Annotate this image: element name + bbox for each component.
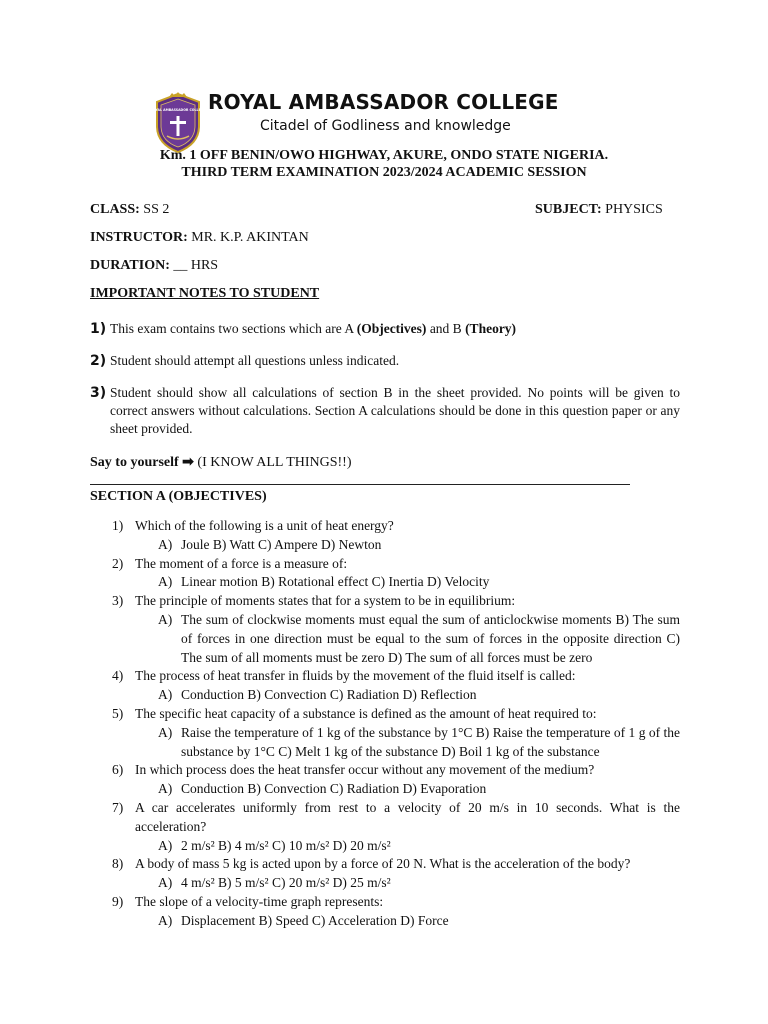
class-value: SS 2 <box>143 202 170 217</box>
question <box>90 667 680 686</box>
question <box>90 705 680 724</box>
note-text: Student should attempt all questions unless indicated. <box>110 353 400 368</box>
option-letter: A) <box>158 687 173 703</box>
subject-line <box>535 202 663 218</box>
question <box>90 517 680 536</box>
question <box>90 855 680 874</box>
question-options <box>90 686 680 705</box>
question-number: 5) <box>112 705 124 721</box>
option-letter: A) <box>158 912 173 928</box>
question-text: The specific heat capacity of a substance is defined as the amount of heat required to: <box>135 705 597 721</box>
question-text: The principle of moments states that for a system to be in equilibrium: <box>135 593 516 609</box>
option-letter: A) <box>158 574 173 590</box>
question-options <box>90 573 680 592</box>
question <box>90 761 680 780</box>
divider <box>90 484 630 485</box>
question <box>90 799 680 837</box>
arrow-icon: ➡ <box>182 455 194 470</box>
question-number: 6) <box>112 762 124 778</box>
crest-lettering: ROYAL AMBASSADOR COLLEGE <box>150 108 206 112</box>
say-text: (I KNOW ALL THINGS!!) <box>193 455 352 470</box>
class-label: CLASS: <box>90 202 140 217</box>
question-options <box>90 536 680 555</box>
question-list <box>90 517 680 931</box>
note-text: Student should show all calculations of section B in the sheet provided. No points will be given to correct answers without calculations. Section A calculations should be done in this question paper or any sheet provided. <box>110 385 680 436</box>
question-options <box>90 912 680 931</box>
question-text: A body of mass 5 kg is acted upon by a force of 20 N. What is the acceleration of the body? <box>135 856 631 872</box>
options-text: 2 m/s² B) 4 m/s² C) 10 m/s² D) 20 m/s² <box>181 837 391 853</box>
question-text: The process of heat transfer in fluids by the movement of the fluid itself is called: <box>135 668 576 684</box>
question-number: 7) <box>112 799 124 815</box>
option-letter: A) <box>158 611 173 627</box>
note-item <box>90 384 680 438</box>
question-text: A car accelerates uniformly from rest to a velocity of 20 m/s in 10 seconds. What is the acceleration? <box>135 799 680 834</box>
option-letter: A) <box>158 781 173 797</box>
instructor-line <box>90 230 309 246</box>
note-text: This exam contains two sections which are A <box>110 321 357 336</box>
question-number: 8) <box>112 856 124 872</box>
options-text: Displacement B) Speed C) Acceleration D) Force <box>181 912 449 928</box>
options-text: Conduction B) Convection C) Radiation D) Reflection <box>181 687 477 703</box>
college-name: ROYAL AMBASSADOR COLLEGE <box>208 90 559 114</box>
instructor-value: MR. K.P. AKINTAN <box>191 230 309 245</box>
options-text: Conduction B) Convection C) Radiation D) Evaporation <box>181 781 487 797</box>
options-text: Raise the temperature of 1 kg of the substance by 1°C B) Raise the temperature of 1 g of the substance by 1°C C) Melt 1 kg of the substance D) Boil 1 kg of the substance <box>181 724 680 759</box>
note-bold-theory: (Theory) <box>465 321 517 336</box>
question-text: Which of the following is a unit of heat energy? <box>135 518 394 533</box>
duration-line <box>90 258 218 274</box>
options-text: Joule B) Watt C) Ampere D) Newton <box>181 536 382 552</box>
options-text: Linear motion B) Rotational effect C) Inertia D) Velocity <box>181 574 490 590</box>
subject-label: SUBJECT: <box>535 202 602 217</box>
question <box>90 555 680 574</box>
option-letter: A) <box>158 536 173 552</box>
class-line <box>90 202 169 218</box>
options-text: The sum of clockwise moments must equal the sum of anticlockwise moments B) The sum of forces in one direction must be equal to the sum of forces in the opposite direction C) The sum of all moments must be zero D) The sum of all forces must be zero <box>181 611 680 665</box>
question-options <box>90 611 680 667</box>
question-options <box>90 724 680 762</box>
question <box>90 893 680 912</box>
duration-value: __ HRS <box>173 258 219 273</box>
section-a-heading: SECTION A (OBJECTIVES) <box>90 489 267 504</box>
note-item <box>90 352 680 370</box>
note-number: 1) <box>90 321 107 337</box>
subject-value: PHYSICS <box>605 202 663 217</box>
question-text: The slope of a velocity-time graph represents: <box>135 893 384 909</box>
note-number: 3) <box>90 385 107 401</box>
question-text: The moment of a force is a measure of: <box>135 555 348 571</box>
college-address: Km. 1 OFF BENIN/OWO HIGHWAY, AKURE, ONDO STATE NIGERIA. <box>159 148 609 163</box>
options-text: 4 m/s² B) 5 m/s² C) 20 m/s² D) 25 m/s² <box>181 875 391 891</box>
question-text: In which process does the heat transfer occur without any movement of the medium? <box>135 762 595 778</box>
question-options <box>90 874 680 893</box>
question <box>90 592 680 611</box>
option-letter: A) <box>158 875 173 891</box>
note-item <box>90 320 680 338</box>
exam-title: THIRD TERM EXAMINATION 2023/2024 ACADEMIC SESSION <box>181 165 587 180</box>
question-number: 4) <box>112 668 124 684</box>
option-letter: A) <box>158 837 173 853</box>
say-label: Say to yourself <box>90 455 179 470</box>
question-number: 9) <box>112 893 124 909</box>
college-motto: Citadel of Godliness and knowledge <box>260 118 511 134</box>
instructor-label: INSTRUCTOR: <box>90 230 188 245</box>
note-bold-objectives: (Objectives) <box>356 321 427 336</box>
option-letter: A) <box>158 724 173 740</box>
question-options <box>90 837 680 856</box>
question-number: 3) <box>112 593 124 609</box>
notes-heading: IMPORTANT NOTES TO STUDENT <box>90 286 320 301</box>
question-number: 1) <box>112 518 124 533</box>
note-text: and B <box>426 321 466 336</box>
question-options <box>90 780 680 799</box>
say-to-yourself <box>90 454 352 471</box>
college-crest-icon <box>150 92 206 154</box>
duration-label: DURATION: <box>90 258 170 273</box>
question-number: 2) <box>112 555 124 571</box>
note-number: 2) <box>90 353 107 369</box>
